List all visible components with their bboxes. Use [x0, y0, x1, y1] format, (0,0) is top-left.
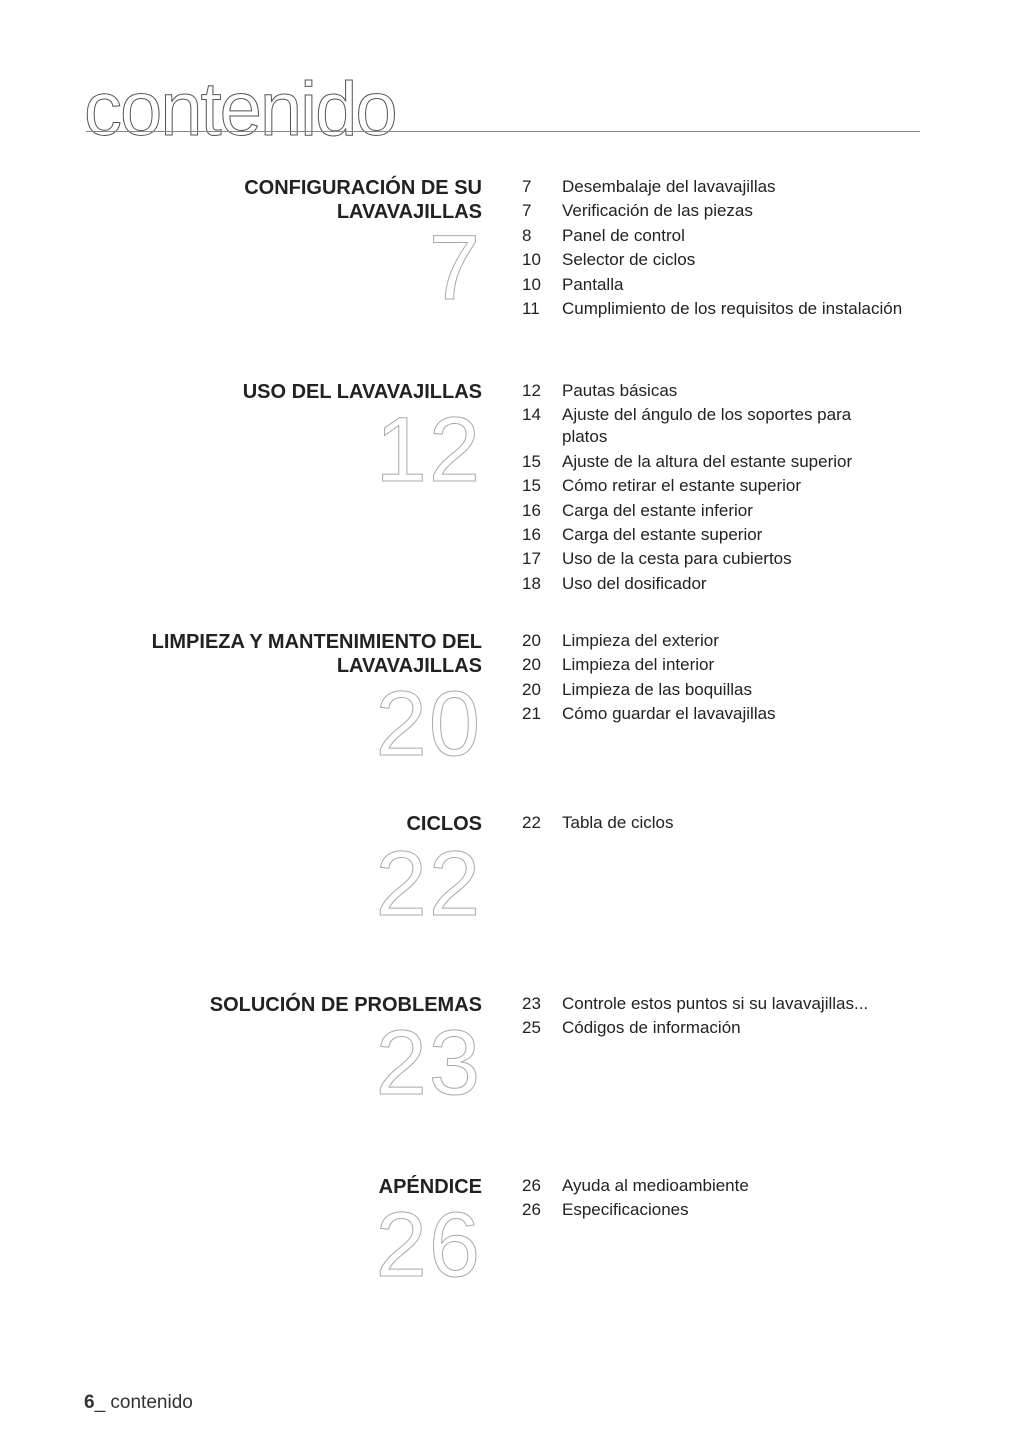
toc-entry-page: 8 — [522, 225, 532, 245]
section-page-number: 12 — [375, 399, 482, 501]
toc-entry-text: Uso de la cesta para cubiertos — [562, 549, 792, 569]
section-page-number: 23 — [375, 1012, 482, 1114]
toc-entry[interactable] — [522, 225, 922, 247]
toc-entry-text: Cómo guardar el lavavajillas — [562, 704, 776, 724]
toc-entry-page: 17 — [522, 549, 541, 569]
toc-entry-text: Selector de ciclos — [562, 250, 696, 270]
section-heading-line: LIMPIEZA Y MANTENIMIENTO DEL — [151, 631, 482, 653]
toc-entry-list — [522, 993, 922, 1042]
toc-entry[interactable] — [522, 404, 922, 448]
toc-entry-page: 10 — [522, 274, 541, 294]
toc-entry-list — [522, 812, 922, 836]
toc-entry-text: Limpieza de las boquillas — [562, 679, 752, 699]
section-heading-line: SOLUCIÓN DE PROBLEMAS — [209, 994, 482, 1016]
page-title: contenido — [84, 67, 396, 152]
toc-entry[interactable] — [522, 500, 922, 522]
toc-entry-page: 26 — [522, 1200, 541, 1220]
toc-entry-text: Carga del estante inferior — [562, 500, 753, 520]
toc-entry-text: Ayuda al medioambiente — [562, 1176, 749, 1195]
section-heading — [22, 630, 482, 678]
toc-entry[interactable] — [522, 573, 922, 595]
section-heading-line: CONFIGURACIÓN DE SU — [244, 177, 482, 199]
toc-entry[interactable] — [522, 298, 922, 320]
section-page-number: 7 — [428, 217, 482, 319]
toc-entry[interactable] — [522, 1175, 922, 1197]
toc-entry-text: Controle estos puntos si su lavavajillas... — [562, 994, 869, 1013]
toc-entry[interactable] — [522, 993, 922, 1015]
toc-entry[interactable] — [522, 630, 922, 652]
toc-entry-list — [522, 380, 922, 597]
toc-entry[interactable] — [522, 548, 922, 570]
toc-entry[interactable] — [522, 1017, 922, 1039]
toc-entry[interactable] — [522, 451, 922, 473]
toc-entry[interactable] — [522, 274, 922, 296]
toc-entry-page: 16 — [522, 500, 541, 520]
toc-entry-page: 10 — [522, 250, 541, 270]
toc-entry-text: Uso del dosificador — [562, 573, 707, 593]
toc-entry-text: Códigos de información — [562, 1018, 741, 1038]
toc-entry-text: Cómo retirar el estante superior — [562, 476, 802, 496]
toc-entry-list — [522, 1175, 922, 1224]
toc-entry-page: 15 — [522, 451, 541, 471]
section-heading-line: USO DEL LAVAVAJILLAS — [242, 381, 482, 403]
toc-entry-page: 11 — [522, 298, 540, 318]
toc-entry[interactable] — [522, 654, 922, 676]
toc-entry-page: 20 — [522, 631, 541, 650]
toc-entry[interactable] — [522, 176, 922, 198]
toc-entry-page: 20 — [522, 679, 541, 699]
toc-entry-page: 20 — [522, 655, 541, 675]
toc-entry-text: Ajuste de la altura del estante superior — [562, 451, 853, 471]
toc-entry[interactable] — [522, 812, 922, 834]
toc-entry[interactable] — [522, 703, 922, 725]
toc-entry-text: Pautas básicas — [562, 381, 678, 400]
toc-entry[interactable] — [522, 524, 922, 546]
toc-entry-page: 18 — [522, 573, 541, 593]
toc-entry-page: 16 — [522, 524, 541, 544]
toc-entry-text: Especificaciones — [562, 1200, 689, 1220]
toc-entry-list — [522, 176, 922, 322]
toc-entry-page: 21 — [522, 704, 541, 724]
toc-entry-list — [522, 630, 922, 728]
section-page-number: 26 — [375, 1194, 482, 1296]
toc-entry[interactable] — [522, 200, 922, 222]
toc-entry-text: Cumplimiento de los requisitos de instalación — [562, 298, 903, 318]
toc-entry-text: Limpieza del interior — [562, 655, 715, 675]
toc-entry[interactable] — [522, 1199, 922, 1221]
toc-entry-text: Tabla de ciclos — [562, 813, 674, 832]
toc-entry-page: 25 — [522, 1018, 541, 1038]
section-page-number: 20 — [375, 673, 482, 775]
toc-entry-page: 7 — [522, 177, 532, 196]
section-heading-line: LAVAVAJILLAS — [336, 201, 482, 223]
toc-entry-page: 26 — [522, 1176, 541, 1195]
toc-entry-text: Panel de control — [562, 225, 685, 245]
toc-entry-page: 12 — [522, 381, 541, 400]
toc-entry-page: 14 — [522, 405, 541, 425]
toc-entry-text: Limpieza del exterior — [562, 631, 719, 650]
footer-page-number: 6 — [84, 1392, 95, 1413]
toc-entry-page: 22 — [522, 813, 541, 832]
section-heading-line: LAVAVAJILLAS — [336, 655, 482, 677]
toc-entry-text: Pantalla — [562, 274, 624, 294]
section-heading-line: CICLOS — [406, 813, 482, 835]
footer-label: _ contenido — [94, 1392, 193, 1413]
title-divider — [86, 131, 920, 132]
toc-entry-page: 15 — [522, 476, 541, 496]
section-heading — [62, 176, 482, 224]
toc-entry-page: 7 — [522, 201, 532, 221]
toc-entry[interactable] — [522, 249, 922, 271]
section-page-number: 22 — [375, 833, 482, 935]
toc-entry-text: Verificación de las piezas — [562, 201, 753, 221]
toc-entry[interactable] — [522, 380, 922, 402]
toc-entry-text: Desembalaje del lavavajillas — [562, 177, 776, 196]
toc-entry-text: Carga del estante superior — [562, 524, 763, 544]
toc-entry-page: 23 — [522, 994, 541, 1013]
toc-entry[interactable] — [522, 679, 922, 701]
section-heading-line: APÉNDICE — [378, 1176, 482, 1198]
toc-entry[interactable] — [522, 475, 922, 497]
page-footer — [84, 1392, 193, 1414]
toc-entry-text: Ajuste del ángulo de los soportes para platos — [562, 405, 852, 447]
